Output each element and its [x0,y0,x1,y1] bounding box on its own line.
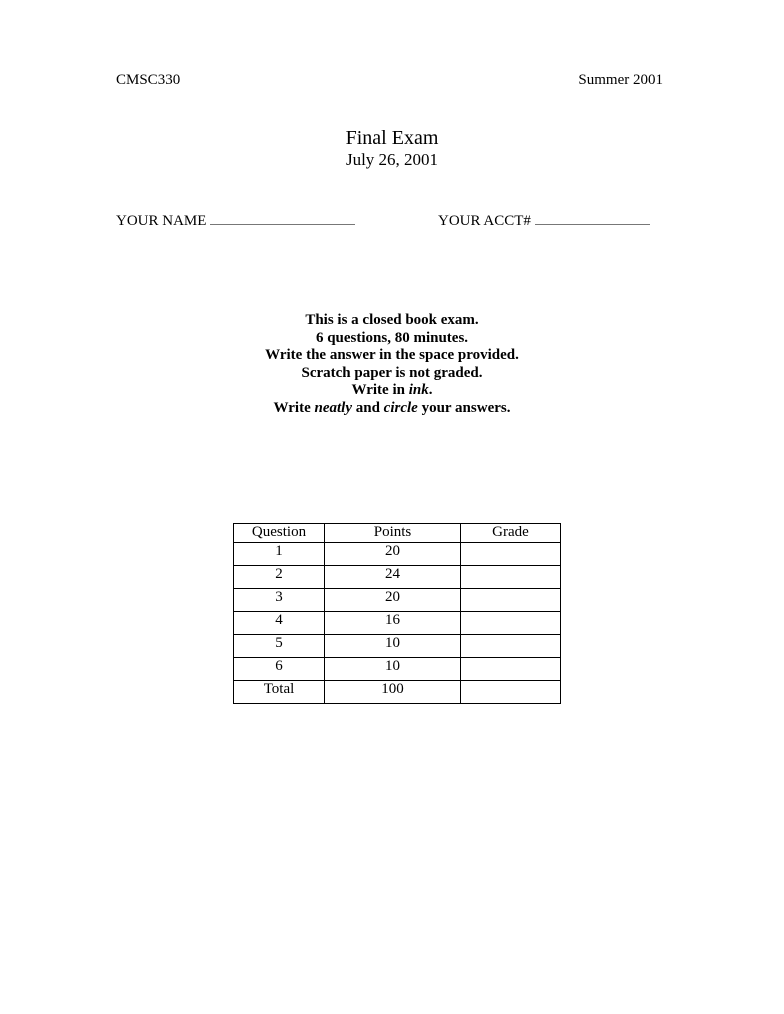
instruction-text: your answers. [417,399,511,416]
instruction-text: Write in [351,382,409,399]
table-row [234,589,561,612]
points-cell: 10 [325,635,461,658]
points-cell: 20 [325,543,461,566]
points-cell: 24 [325,566,461,589]
grade-cell[interactable] [461,635,561,658]
exam-date: July 26, 2001 [345,150,439,169]
column-header-question: Question [234,524,325,543]
column-header-grade: Grade [461,524,561,543]
name-label: YOUR NAME [116,213,207,229]
table-row [234,658,561,681]
table-header-row [234,524,561,543]
instruction-emphasis: ink [408,382,429,399]
grade-cell[interactable] [461,612,561,635]
instruction-line: Write the answer in the space provided. [265,347,519,364]
question-cell: Total [234,681,325,704]
column-header-points: Points [325,524,461,543]
instruction-line: This is a closed book exam. [305,312,479,328]
grade-cell[interactable] [461,589,561,612]
instruction-line: Scratch paper is not graded. [301,364,483,381]
instruction-emphasis: circle [383,399,418,416]
instruction-text: . [428,382,433,399]
term-label: Summer 2001 [578,72,663,88]
exam-title: Final Exam [345,127,439,149]
name-blank-line[interactable] [210,211,355,225]
instruction-text: and [351,399,384,416]
instruction-line [0,400,784,418]
instruction-line [0,382,784,400]
instruction-emphasis: neatly [314,399,352,416]
name-field [116,211,355,230]
instruction-line: 6 questions, 80 minutes. [315,329,469,346]
acct-field [438,211,650,230]
grade-cell[interactable] [461,658,561,681]
table-row [234,635,561,658]
question-cell: 3 [234,589,325,612]
points-cell: 100 [325,681,461,704]
instruction-text: Write [273,399,315,416]
grade-table [233,523,561,704]
question-cell: 6 [234,658,325,681]
grade-cell[interactable] [461,543,561,566]
instructions [0,312,784,418]
acct-blank-line[interactable] [535,211,650,225]
points-cell: 20 [325,589,461,612]
grade-cell[interactable] [461,681,561,704]
table-row [234,612,561,635]
question-cell: 2 [234,566,325,589]
course-code: CMSC330 [116,72,181,88]
acct-label: YOUR ACCT# [438,213,531,229]
question-cell: 5 [234,635,325,658]
question-cell: 1 [234,543,325,566]
question-cell: 4 [234,612,325,635]
points-cell: 10 [325,658,461,681]
table-row-total [234,681,561,704]
points-cell: 16 [325,612,461,635]
grade-cell[interactable] [461,566,561,589]
table-row [234,566,561,589]
table-row [234,543,561,566]
